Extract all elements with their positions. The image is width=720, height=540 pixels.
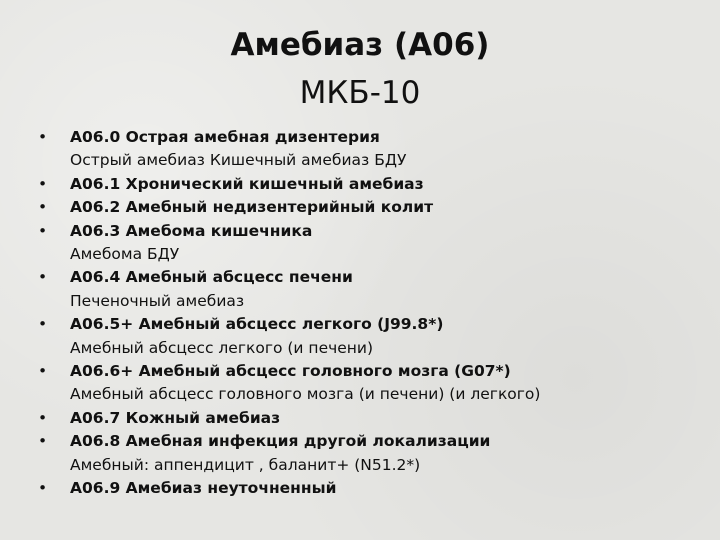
bullet-icon: •: [38, 362, 48, 381]
item-heading: A06.7 Кожный амебиаз: [70, 408, 281, 427]
bullet-icon: •: [38, 479, 48, 498]
item-subtext: Амебный абсцесс головного мозга (и печени) (и легкого): [70, 385, 541, 404]
item-subtext: Амебома БДУ: [70, 245, 180, 264]
item-heading: A06.4 Амебный абсцесс печени: [70, 268, 353, 287]
bullet-icon: •: [38, 174, 48, 193]
list-item: [38, 360, 710, 407]
bullet-icon: •: [38, 268, 48, 287]
item-heading: A06.8 Амебная инфекция другой локализации: [70, 432, 491, 451]
item-heading: A06.0 Острая амебная дизентерия: [70, 128, 380, 146]
bullet-icon: •: [38, 221, 48, 240]
list-item: [38, 266, 710, 313]
bullet-icon: •: [38, 315, 48, 334]
list-item: [38, 477, 710, 500]
item-heading: A06.3 Амебома кишечника: [70, 221, 313, 240]
bullet-icon: •: [38, 408, 48, 427]
bullet-icon: •: [38, 198, 48, 217]
item-heading: A06.6+ Амебный абсцесс головного мозга (G07*): [70, 362, 511, 381]
title-line-1: Амебиаз (А06): [230, 27, 490, 63]
list-item: [38, 173, 710, 196]
list-item: [38, 430, 710, 477]
bullet-list: [38, 126, 710, 501]
item-subtext: Амебный: аппендицит , баланит+ (N51.2*): [70, 455, 421, 474]
item-subtext: Амебный абсцесс легкого (и печени): [70, 338, 374, 357]
item-subtext: Печеночный амебиаз: [70, 291, 245, 310]
item-heading: A06.5+ Амебный абсцесс легкого (J99.8*): [70, 315, 444, 334]
item-heading: A06.2 Амебный недизентерийный колит: [70, 198, 434, 217]
list-item: [38, 407, 710, 430]
list-item: [38, 196, 710, 219]
list-item: [38, 126, 710, 173]
bullet-icon: •: [38, 128, 48, 146]
bullet-icon: •: [38, 432, 48, 451]
item-heading: A06.9 Амебиаз неуточненный: [70, 479, 337, 498]
list-item: [38, 313, 710, 360]
list-item: [38, 220, 710, 267]
title-line-2: МКБ-10: [299, 75, 421, 111]
slide-title: [0, 22, 720, 116]
item-subtext: Острый амебиаз Кишечный амебиаз БДУ: [70, 151, 407, 170]
item-heading: A06.1 Хронический кишечный амебиаз: [70, 174, 424, 193]
